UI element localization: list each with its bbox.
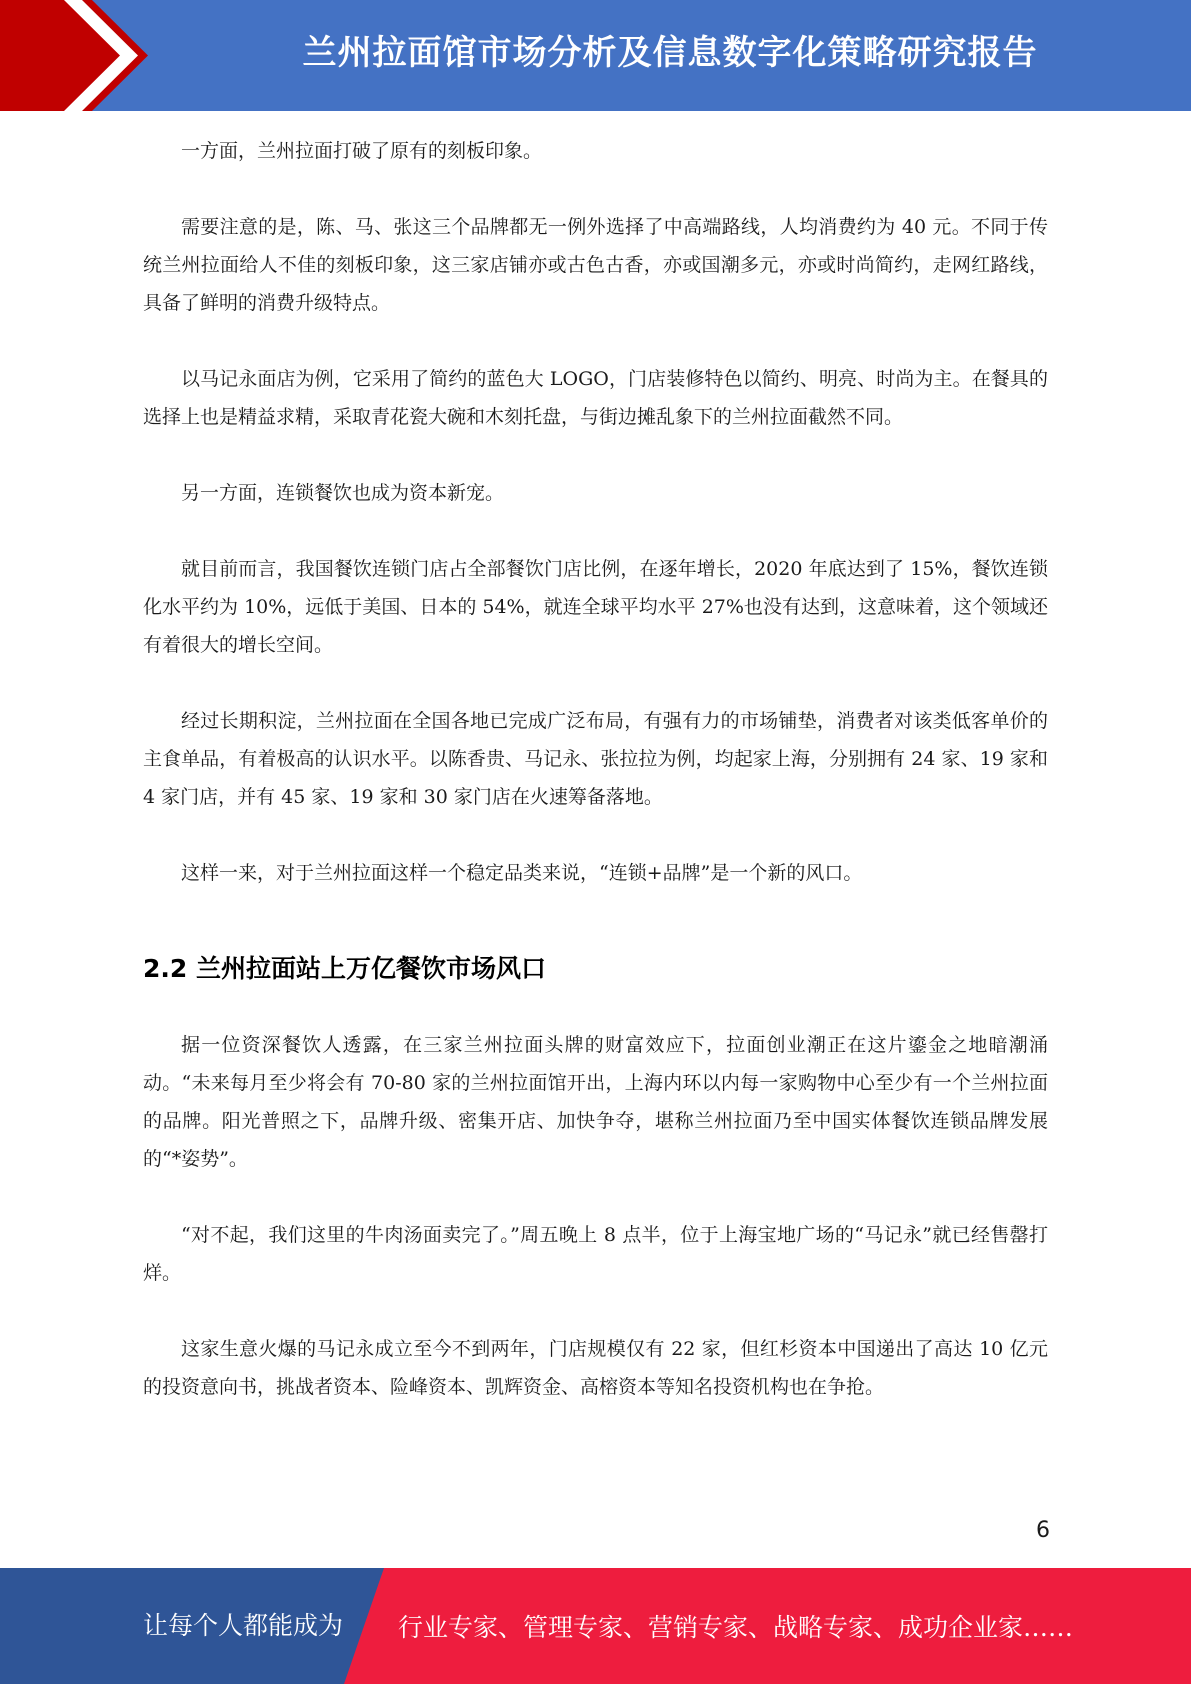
footer-slogan-left: 让每个人都能成为 <box>143 1611 344 1640</box>
section-heading: 2.2 兰州拉面站上万亿餐饮市场风口 <box>143 954 546 983</box>
paragraph: 据一位资深餐饮人透露，在三家兰州拉面头牌的财富效应下，拉面创业潮正在这片鎏金之地暗潮涌动。“未来每月至少将会有 70-80 家的兰州拉面馆开出，上海内环以内每一家购物中心至少有一个兰州拉面的品牌。阳光普照之下，品牌升级、密集开店、加快争夺，堪称兰州拉面乃至中国实体餐饮连锁品牌发展的“*姿势”。 <box>143 1034 1048 1170</box>
page-footer <box>0 1568 1191 1684</box>
page-header <box>0 0 1191 111</box>
paragraph: 以马记永面店为例，它采用了简约的蓝色大 LOGO，门店装修特色以简约、明亮、时尚为主。在餐具的选择上也是精益求精，采取青花瓷大碗和木刻托盘，与街边摊乱象下的兰州拉面截然不同。 <box>143 368 1048 428</box>
paragraph: “对不起，我们这里的牛肉汤面卖完了。”周五晚上 8 点半，位于上海宝地广场的“马记永”就已经售罄打烊。 <box>143 1224 1048 1284</box>
header-chevron-decoration <box>0 0 150 111</box>
document-body <box>143 132 1048 1444</box>
paragraph: 需要注意的是，陈、马、张这三个品牌都无一例外选择了中高端路线，人均消费约为 40 元。不同于传统兰州拉面给人不佳的刻板印象，这三家店铺亦或古色古香，亦或国潮多元，亦或时尚简约，走网红路线，具备了鲜明的消费升级特点。 <box>143 216 1048 314</box>
paragraph: 这样一来，对于兰州拉面这样一个稳定品类来说，“连锁+品牌”是一个新的风口。 <box>181 862 863 884</box>
paragraph: 一方面，兰州拉面打破了原有的刻板印象。 <box>181 140 543 162</box>
page-number: 6 <box>1036 1518 1050 1543</box>
paragraph: 就目前而言，我国餐饮连锁门店占全部餐饮门店比例，在逐年增长，2020 年底达到了 15%，餐饮连锁化水平约为 10%，远低于美国、日本的 54%，就连全球平均水平 27%也没有达到，这意味着，这个领域还有着很大的增长空间。 <box>143 558 1048 656</box>
paragraph: 经过长期积淀，兰州拉面在全国各地已完成广泛布局，有强有力的市场铺垫，消费者对该类低客单价的主食单品，有着极高的认识水平。以陈香贵、马记永、张拉拉为例，均起家上海，分别拥有 24 家、19 家和 4 家门店，并有 45 家、19 家和 30 家门店在火速筹备落地。 <box>143 710 1048 808</box>
paragraph: 另一方面，连锁餐饮也成为资本新宠。 <box>181 482 505 504</box>
paragraph: 这家生意火爆的马记永成立至今不到两年，门店规模仅有 22 家，但红杉资本中国递出了高达 10 亿元的投资意向书，挑战者资本、险峰资本、凯辉资金、高榕资本等知名投资机构也在争抢。 <box>143 1338 1048 1398</box>
report-title: 兰州拉面馆市场分析及信息数字化策略研究报告 <box>302 33 1038 73</box>
footer-slogan-right: 行业专家、管理专家、营销专家、战略专家、成功企业家…… <box>398 1613 1074 1642</box>
